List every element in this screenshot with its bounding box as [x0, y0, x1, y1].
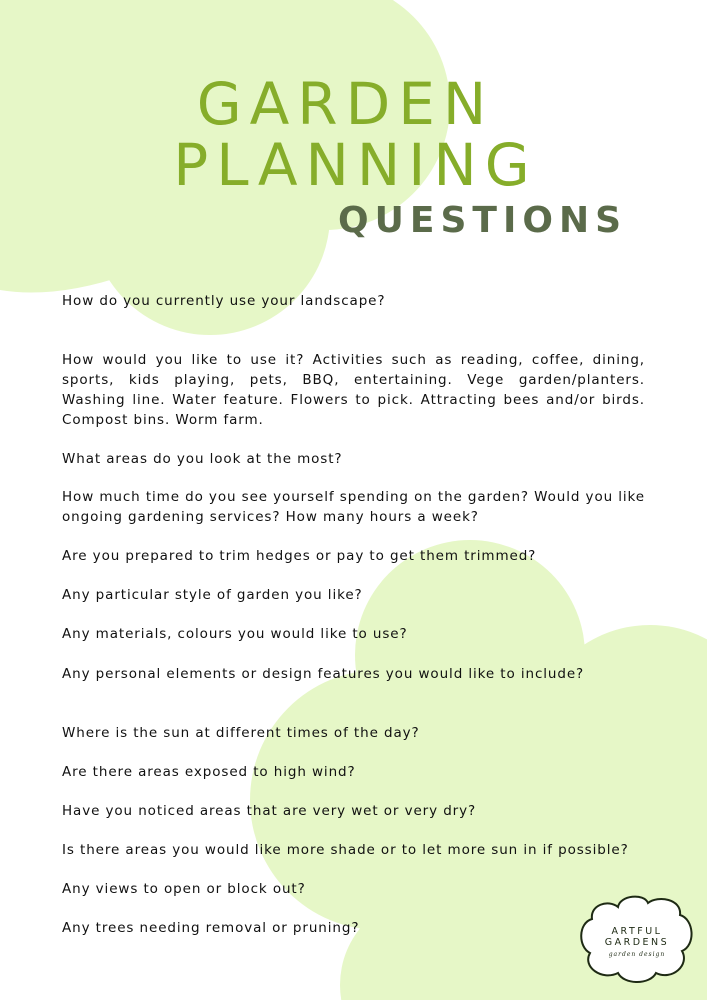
question-item: Any personal elements or design features you would like to include?: [62, 666, 585, 682]
logo-tagline: garden design: [608, 951, 666, 958]
question-item: Any views to open or block out?: [62, 881, 306, 897]
question-item: Any trees needing removal or pruning?: [62, 920, 360, 936]
title-questions: QUESTIONS: [338, 200, 627, 241]
question-item: How much time do you see yourself spending on the garden? Would you like ongoing gardening services? How many hours a week?: [62, 489, 645, 525]
question-item: What areas do you look at the most?: [62, 451, 343, 467]
title-planning: PLANNING: [173, 131, 538, 199]
question-item: Any particular style of garden you like?: [62, 587, 363, 603]
question-item: Are there areas exposed to high wind?: [62, 764, 356, 780]
question-item: Where is the sun at different times of the day?: [62, 725, 420, 741]
artful-gardens-logo: [578, 893, 696, 985]
question-item: How do you currently use your landscape?: [62, 293, 386, 309]
question-item: Any materials, colours you would like to use?: [62, 626, 408, 642]
question-item: Have you noticed areas that are very wet or very dry?: [62, 803, 477, 819]
question-item: Is there areas you would like more shade or to let more sun in if possible?: [62, 842, 629, 858]
logo-text-gardens: GARDENS: [604, 937, 670, 948]
logo-text-artful: ARTFUL: [611, 926, 663, 937]
question-item: How would you like to use it? Activities such as reading, coffee, dining, sports, kids playing, pets, BBQ, entertaining. Vege garden/planters. Washing line. Water feature. Flowers to pick. Attracting bees and/or birds. Compost bins. Worm farm.: [62, 352, 645, 428]
title-garden: GARDEN: [196, 70, 495, 138]
question-item: Are you prepared to trim hedges or pay to get them trimmed?: [62, 548, 537, 564]
